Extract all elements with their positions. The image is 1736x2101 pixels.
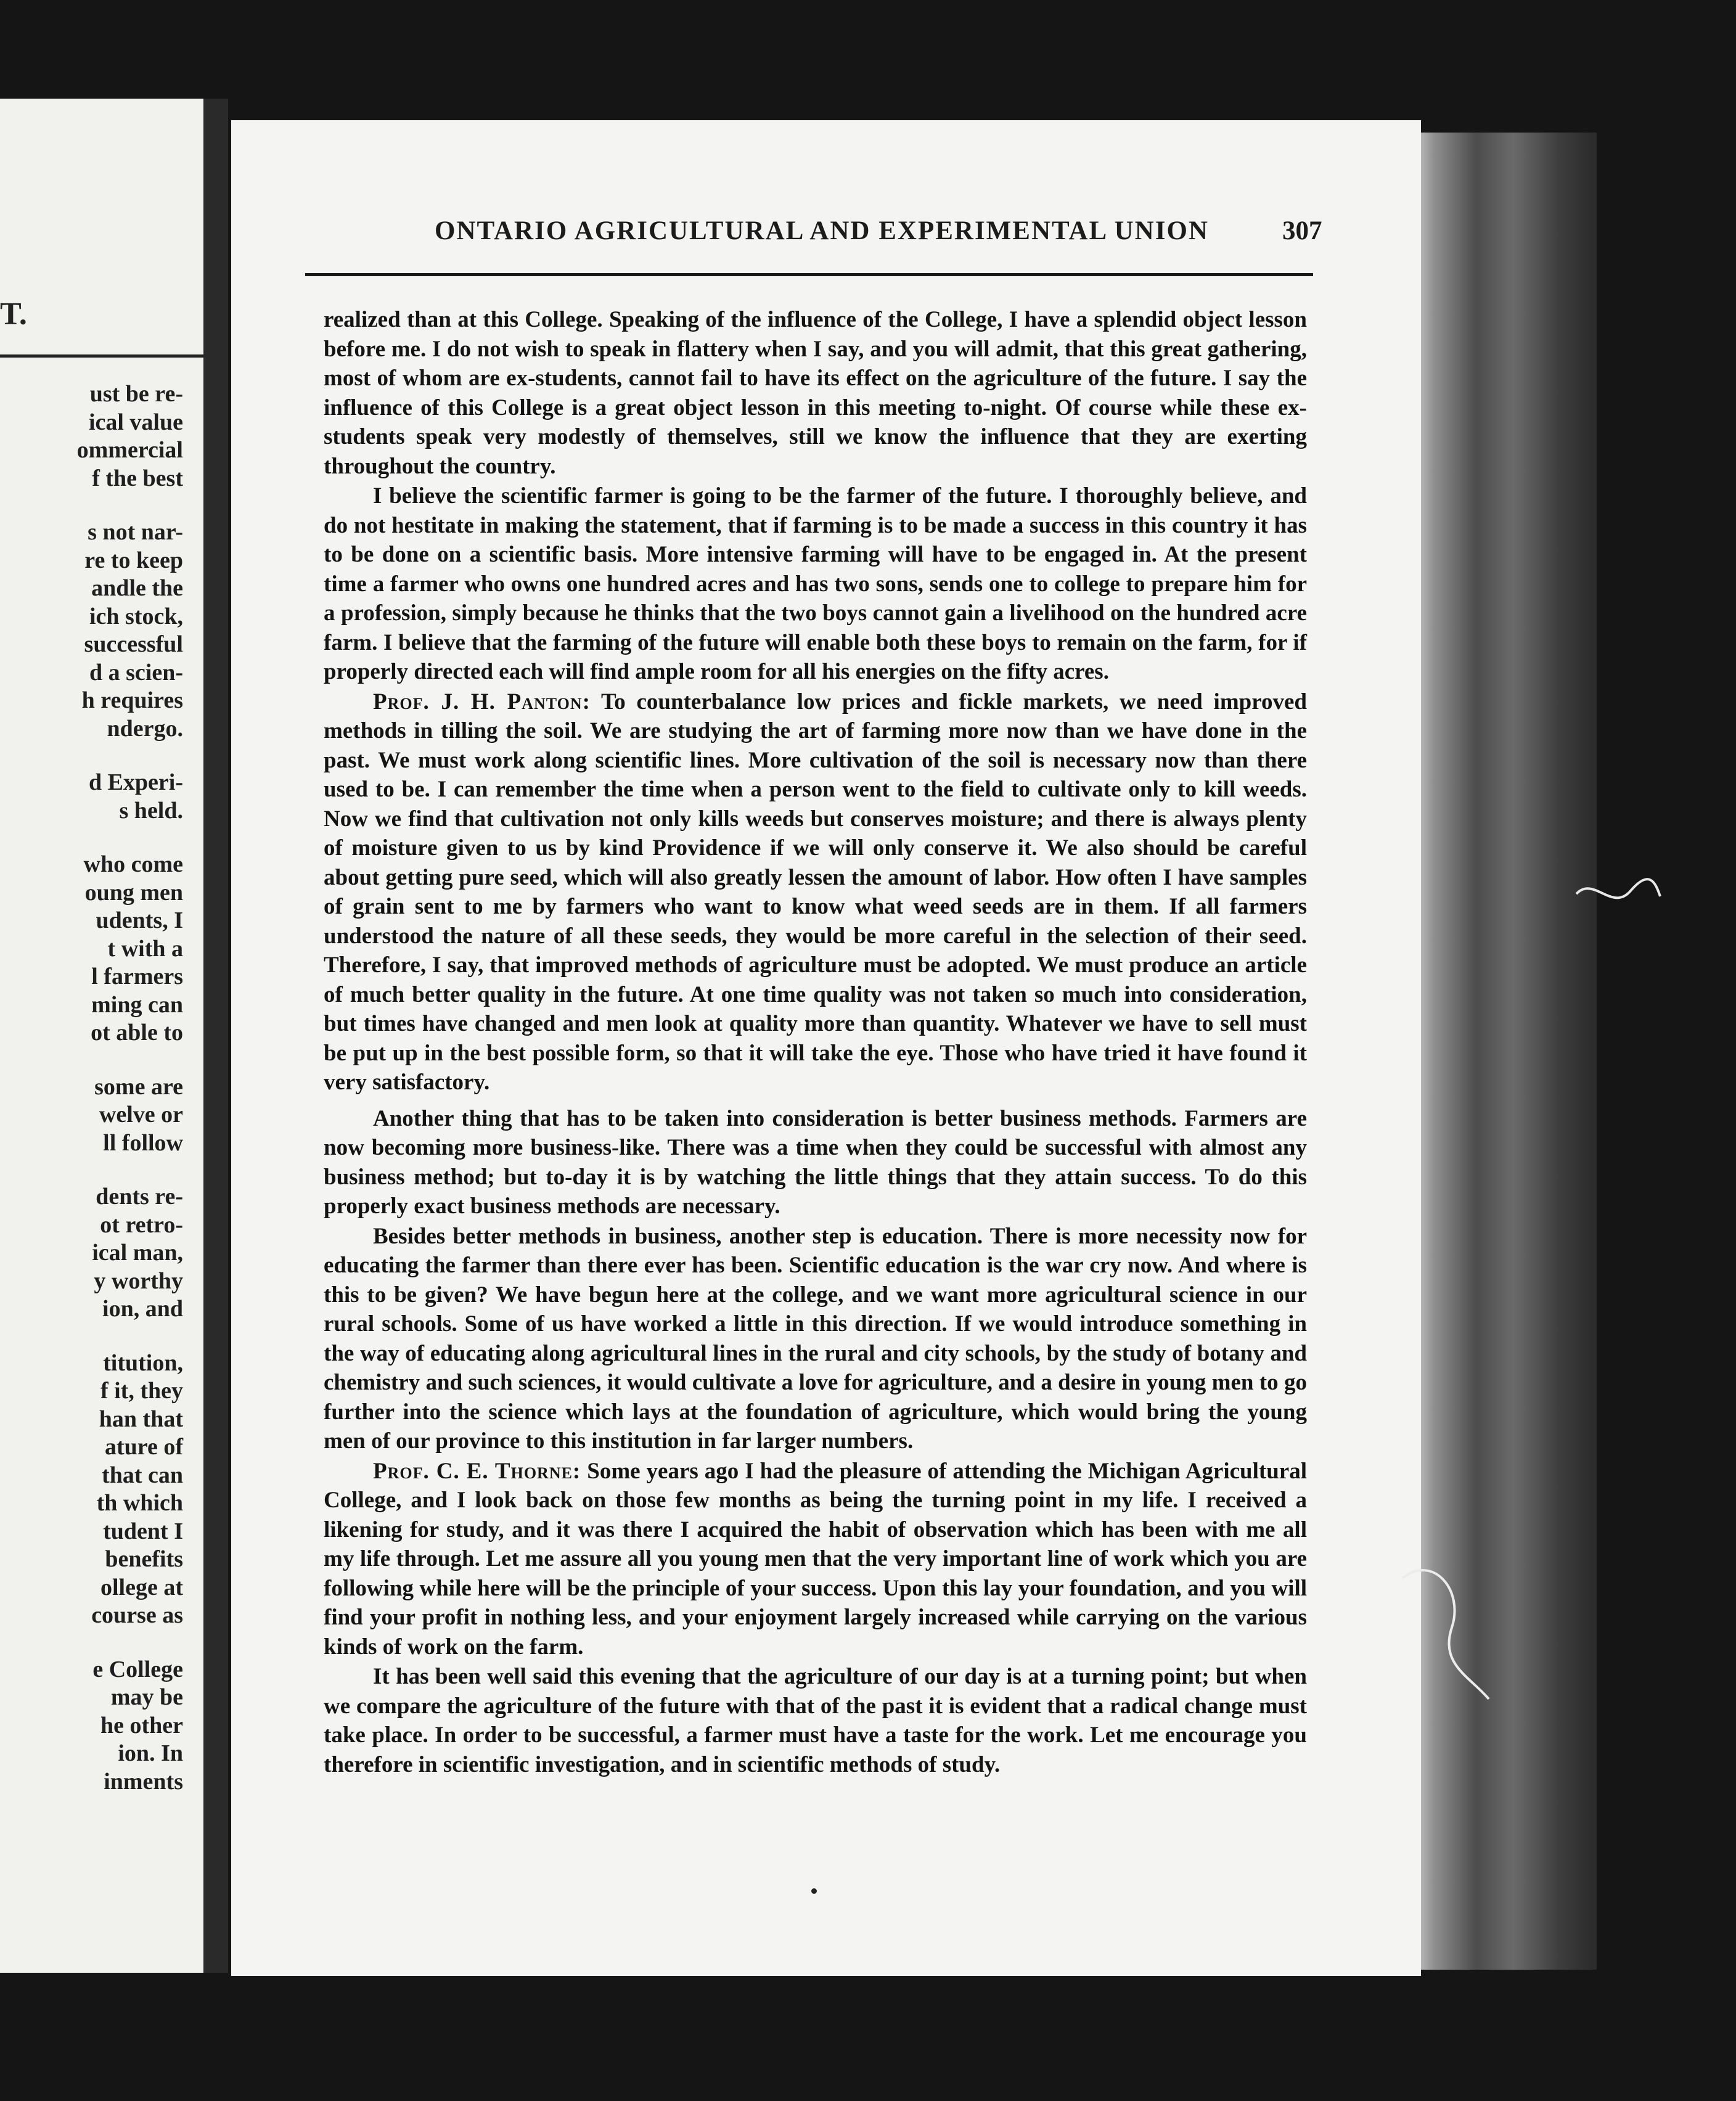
left-page-line: that can — [102, 1462, 183, 1488]
left-page-line: benefits — [105, 1546, 183, 1572]
left-page-line: ion, and — [102, 1296, 183, 1322]
left-page-line: ollege at — [100, 1574, 183, 1600]
left-page-line: ature of — [105, 1434, 183, 1460]
left-page-line: ust be re- — [89, 381, 183, 407]
left-page-line: andle the — [91, 575, 183, 601]
left-page-line: ll follow — [103, 1129, 183, 1156]
paragraph-6 — [324, 1457, 1307, 1662]
left-page-line: may be — [110, 1684, 183, 1710]
left-page-line: he other — [100, 1712, 183, 1739]
left-page-line: titution, — [103, 1349, 183, 1376]
left-page-header-fragment: T. — [0, 297, 27, 332]
left-page-line: f it, they — [100, 1378, 183, 1404]
left-page-line: y worthy — [94, 1268, 183, 1294]
left-page-line: tudent I — [103, 1518, 183, 1544]
paragraph-3-text: To counterbalance low prices and fickle markets, we need improved methods in tilling the soil. We are studying the art of farming more now than we have done in the past. We must work along scientific lines. More cultivation of the soil is necessary now than there used to be. I can remember the time when a person went to the field to cultivate only to kill weeds. Now we find that cultivation not only kills weeds but conserves moisture; and there is always plenty of moisture given to us by kind Providence if we will only conserve it. We also should be careful about getting pure seed, which will also greatly lessen the amount of labor. How often I have samples of grain sent to me by farmers who want to know what weed seeds are in them. If all farmers understood the nature of all these seeds, they would be more careful in the selection of their seed. Therefore, I say, that improved methods of agriculture must be adopted. We must produce an article of much better quality in the future. At one time quality was not taken so much into consideration, but times have changed and men look at quality more than quantity. Whatever we have to sell must be put up in the best possible form, so that it will take the eye. Those who have tried it have found it very satisfactory. — [324, 689, 1307, 1095]
left-page-line: d Experi- — [88, 769, 183, 795]
left-page-line: dents re- — [96, 1184, 183, 1210]
left-page-line: e College — [92, 1656, 183, 1682]
left-page-line: l farmers — [91, 964, 183, 989]
left-page-line: ion. In — [118, 1740, 183, 1766]
left-page-line: han that — [99, 1406, 183, 1432]
left-page-line: h requires — [81, 687, 183, 713]
speaker-name-panton: Prof. J. H. Panton: — [373, 689, 591, 715]
left-page-line: welve or — [99, 1102, 183, 1128]
left-page-line: re to keep — [84, 547, 183, 573]
left-page-fragment — [0, 99, 213, 1973]
paragraph-1: realized than at this College. Speaking of the influence of the College, I have a splendid object lesson before me. I do not wish to speak in flattery when I say, and you will admit, that this great gathering, most of whom are ex-students, cannot fail to have its effect on the agriculture of the future. I say the influence of this College is a great object lesson in this meeting to-night. Of course while these ex-students speak very modestly of themselves, still we know the influence that they are exerting throughout the country. — [324, 307, 1307, 479]
left-page-line: inments — [104, 1768, 183, 1795]
speaker-name-thorne: Prof. C. E. Thorne: — [373, 1458, 581, 1484]
paragraph-3 — [324, 687, 1307, 1097]
running-header-title: ONTARIO AGRICULTURAL AND EXPERIMENTAL UNION — [435, 216, 1209, 245]
left-page-line: ical value — [88, 409, 183, 435]
paragraph-gap — [324, 1098, 1307, 1104]
body-text — [324, 305, 1307, 1780]
left-page-line: ot retro- — [100, 1211, 183, 1238]
left-page-line: ich stock, — [89, 603, 183, 629]
book-gutter — [203, 99, 228, 1973]
left-page-line: th which — [96, 1490, 183, 1516]
left-page-header-rule — [0, 354, 207, 358]
print-mark-dot — [811, 1888, 817, 1894]
header-rule — [305, 273, 1313, 276]
paragraph-5: Besides better methods in business, another step is education. There is more necessity now for educating the farmer than there ever has been. Scientific education is the war cry now. And where is this to be given? We have begun here at the college, and we want more agricultural science in our rural schools. Some of us have worked a little in this direction. If we would introduce something in the way of educating along agricultural lines in the rural and city schools, by the study of botany and chemistry and such sciences, it would cultivate a love for agriculture, and a desire in young men to go further into the science which lays at the foundation of agriculture, which would bring the young men of our province to this institution in far larger numbers. — [324, 1223, 1307, 1454]
left-page-line: successful — [84, 631, 183, 657]
left-page-line: course as — [91, 1602, 183, 1628]
left-page-line: ndergo. — [107, 715, 183, 742]
left-page-line: s not nar- — [88, 519, 183, 545]
left-page-line: s held. — [119, 797, 183, 824]
left-page-line: ming can — [91, 991, 183, 1018]
left-page-line: ical man, — [92, 1240, 183, 1266]
left-page-line: d a scien- — [89, 659, 183, 686]
left-page-line: udents, I — [96, 907, 183, 933]
left-page-line: f the best — [92, 465, 183, 491]
stray-thread-mark-lower — [1396, 1554, 1495, 1702]
left-page-line: ommercial — [76, 437, 183, 463]
paragraph-7: It has been well said this evening that the agriculture of our day is at a turning point; but when we compare the agriculture of the future with that of the past it is evident that a radical change must take place. In order to be successful, a farmer must have a taste for the work. Let me encourage you therefore in scientific investigation, and in scientific methods of study. — [324, 1664, 1307, 1777]
paragraph-4: Another thing that has to be taken into consideration is better business methods. Farmers are now becoming more business-like. There was a time when they could be successful with almost any business method; but to-day it is by watching the little things that they attain success. To do this properly exact business methods are necessary. — [324, 1105, 1307, 1219]
page-number: 307 — [1282, 216, 1322, 245]
left-page-line: ot able to — [91, 1020, 183, 1046]
left-page-line: some are — [94, 1073, 183, 1100]
left-page-line: who come — [83, 851, 183, 877]
left-page-line: t with a — [107, 935, 183, 962]
paragraph-2: I believe the scientific farmer is going to be the farmer of the future. I thoroughly believe, and do not hestitate in making the statement, that if farming is to be made a success in this country it has to be done on a scientific basis. More intensive farming will have to be engaged in. At the present time a farmer who owns one hundred acres and has two sons, sends one to college to prepare him for a profession, simply because he thinks that the two boys cannot gain a livelihood on the hundred acre farm. I believe that the farming of the future will enable both these boys to remain on the farm, for if properly directed each will find ample room for all his energies on the fifty acres. — [324, 483, 1307, 684]
stray-thread-mark — [1575, 869, 1661, 919]
paragraph-6-text: Some years ago I had the pleasure of attending the Michigan Agricultural College, and I look back on those few months as being the turning point in my life. I received a likening for study, and it was there I acquired the habit of observation which has been with me all my life through. Let me assure all you young men that the very important line of work which you are following while here will be the principle of your success. Upon this lay your foundation, and you will find your profit in nothing less, and your enjoyment largely increased while carrying on the various kinds of work on the farm. — [324, 1458, 1307, 1660]
left-page-line: oung men — [84, 879, 183, 906]
